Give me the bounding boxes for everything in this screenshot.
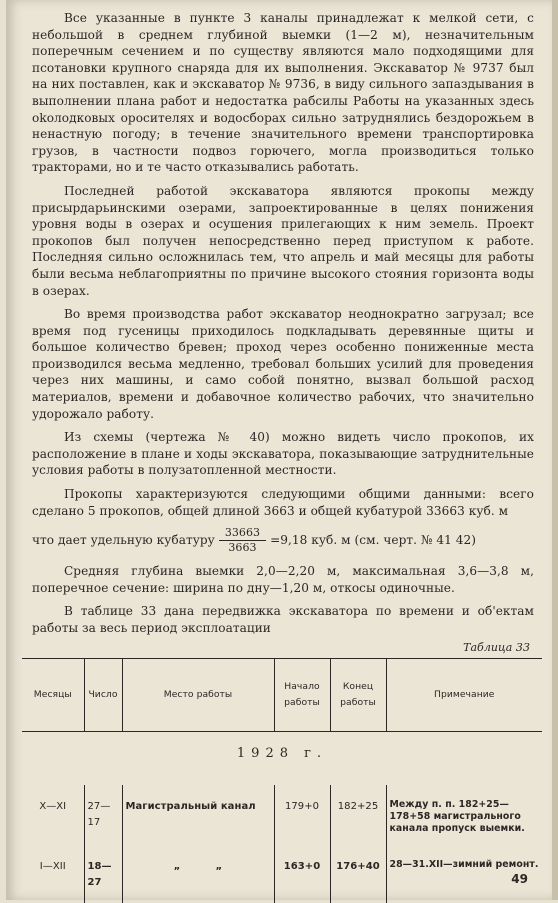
cell-start: 179+0 xyxy=(274,785,330,839)
cell-day: 18—27 xyxy=(84,839,122,903)
specific-volume-formula xyxy=(32,526,534,555)
formula-suffix: =9,18 куб. м (см. черт. № 41 42) xyxy=(270,533,476,548)
table-caption: Таблица 33 xyxy=(463,640,530,654)
page-number: 49 xyxy=(511,872,528,886)
formula-denominator: 3663 xyxy=(228,541,257,555)
cell-place: Магистральный канал xyxy=(122,785,274,839)
table-row xyxy=(22,839,542,903)
paragraph-7: В таблице 33 дана передвижка экскаватора по времени и об'ектам работы за весь период эксплоатации xyxy=(32,604,534,635)
header-place: Место работы xyxy=(122,659,274,732)
cell-month: X—XI xyxy=(39,800,67,812)
paragraph-2: Последней работой экскаватора являются прокопы между присырдарьинскими озерами, запроектированные в целях понижения уровня воды в озерах и осушения прилегающих к ним земель. Проект прокопов был получен непосредственно перед приступом к работе. Последняя сильно осложнилась тем, что апрель и май месяцы для работы были весьма неблагоприятны по причине высокого стояния горизонта воды в озерах. xyxy=(32,183,534,298)
header-start: Начало работы xyxy=(274,659,330,732)
excavator-schedule-table xyxy=(22,658,542,903)
cell-day: 27—17 xyxy=(84,785,122,839)
formula-prefix: что дает удельную кубатуру xyxy=(32,533,215,548)
cell-month: I—XII xyxy=(39,860,66,872)
cell-end: 182+25 xyxy=(330,785,386,839)
cell-place: „ „ xyxy=(122,839,274,903)
cell-note: 28—31.XII—зимний ремонт. xyxy=(386,839,542,903)
header-note: Примечание xyxy=(386,659,542,732)
paragraph-3: Во время производства работ экскаватор неоднократно загрузал; все время под гусеницы приходилось подкладывать деревянные щиты и большое количество бревен; проход через особенно пониженные места производился весьма медленно, требовал больших усилий для проведения через них машины, и само собой понятно, вызвал большой расход материалов, времени и добавочное количество рабочих, что значительно удорожало работу. xyxy=(32,307,534,421)
book-page xyxy=(6,0,552,900)
cell-note: Между п. п. 182+25—178+58 магистрального канала пропуск выемки. xyxy=(386,785,542,839)
table-year-row xyxy=(22,732,542,785)
paragraph-5: Прокопы характеризуются следующими общими данными: всего сделано 5 прокопов, общей длиной 3663 и общей кубатурой 33663 куб. м xyxy=(32,487,534,518)
formula-numerator: 33663 xyxy=(219,526,266,541)
paragraph-6: Средняя глубина выемки 2,0—2,20 м, максимальная 3,6—3,8 м, поперечное сечение: ширина по дну—1,20 м, откосы одиночные. xyxy=(32,564,534,595)
page-edge xyxy=(552,0,558,900)
header-end: Конец работы xyxy=(330,659,386,732)
header-months: Месяцы xyxy=(22,659,84,732)
cell-start: 163+0 xyxy=(274,839,330,903)
cell-end: 176+40 xyxy=(330,839,386,903)
page-text xyxy=(32,10,539,903)
year-label: 1928 г. xyxy=(236,746,328,762)
paragraph-4: Из схемы (чертежа № 40) можно видеть число прокопов, их расположение в плане и ходы экскаватора, показывающие затруднительные условия работы в полузатопленной местности. xyxy=(32,430,534,478)
formula-fraction xyxy=(219,526,266,555)
table-row xyxy=(22,785,542,839)
paragraph-1: Все указанные в пункте 3 каналы принадлежат к мелкой сети, с небольшой в среднем глубиной выемки (1—2 м), незначительным поперечным сечением и по существу являются мало подходящими для псотановки крупного снаряда для их выполнения. Экскаватор № 9737 был на них поставлен, как и экскаватор № 9736, в виду сильного запаздывания в выполнении плана работ и недостатка рабсилы Работы на указанных здесь оkoлодковых оросителях и водосборах сильно затруднялись бездорожьем в ненастную погоду; в течение значительного времени транспортировка грузов, в частности подвоз горючего, могла производиться только тракторами, но и те часто отказывались работать. xyxy=(32,11,534,175)
table-header-row xyxy=(22,659,542,732)
header-day: Число xyxy=(84,659,122,732)
